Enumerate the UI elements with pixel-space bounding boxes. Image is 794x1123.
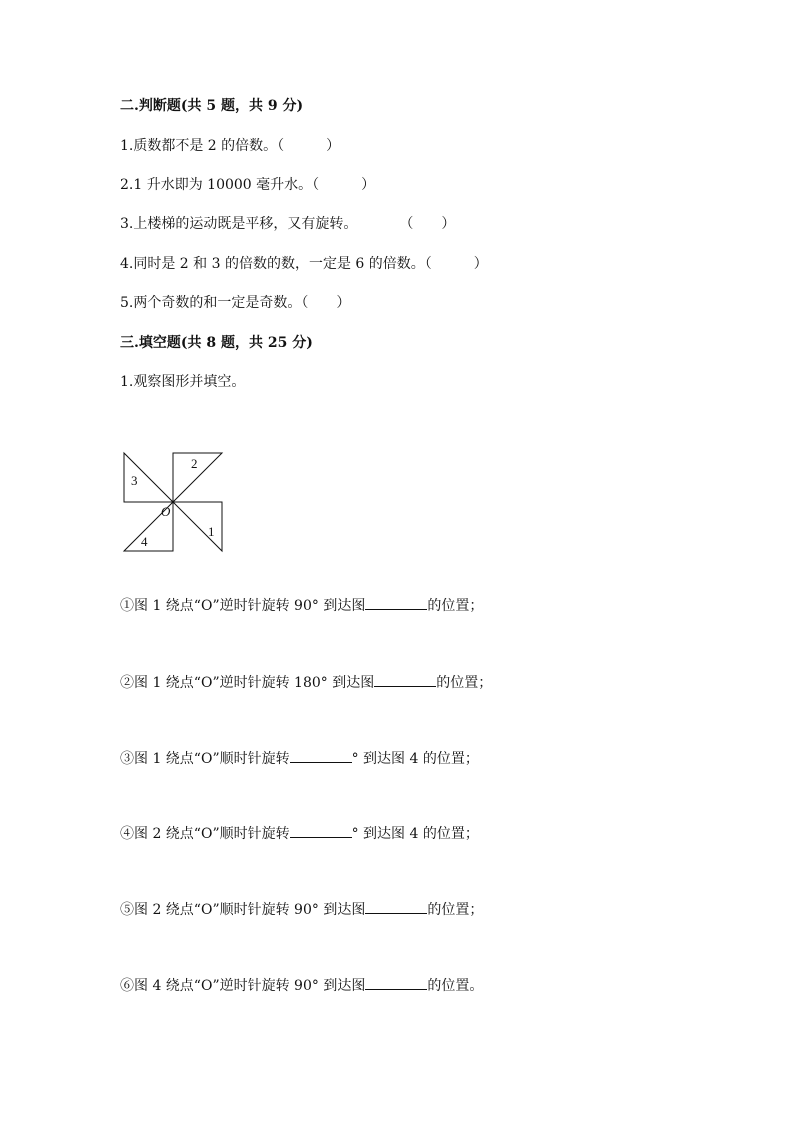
label-2: 2 bbox=[191, 456, 198, 471]
fill-item-2 bbox=[120, 672, 492, 692]
judge-question-5: 5.两个奇数的和一定是奇数。（ ） bbox=[120, 295, 351, 311]
fill-item-5-text: ⑤图 2 绕点“O”顺时针旋转 90° 到达图 bbox=[120, 902, 366, 918]
fill-item-1 bbox=[120, 595, 483, 615]
fill-question-1-intro: 1.观察图形并填空。 bbox=[120, 374, 246, 390]
judge-question-2: 2.1 升水即为 10000 毫升水。（ ） bbox=[120, 177, 376, 193]
label-center-o: O bbox=[161, 504, 171, 519]
pinwheel-diagram bbox=[118, 448, 228, 556]
fill-item-4-tail: ° 到达图 4 的位置； bbox=[351, 826, 479, 842]
triangle-2 bbox=[173, 453, 222, 502]
pinwheel-figure bbox=[118, 448, 228, 556]
fill-item-5 bbox=[120, 899, 483, 919]
fill-item-3 bbox=[120, 748, 479, 768]
judge-question-1: 1.质数都不是 2 的倍数。（ ） bbox=[120, 138, 341, 154]
judge-question-4: 4.同时是 2 和 3 的倍数的数，一定是 6 的倍数。（ ） bbox=[120, 256, 488, 272]
fill-item-6-tail: 的位置。 bbox=[427, 978, 484, 994]
judge-question-3: 3.上楼梯的运动既是平移，又有旋转。 （ ） bbox=[120, 216, 456, 232]
answer-blank-5[interactable] bbox=[365, 899, 427, 914]
fill-item-4 bbox=[120, 823, 479, 843]
fill-item-5-tail: 的位置； bbox=[427, 902, 484, 918]
fill-item-4-text: ④图 2 绕点“O”顺时针旋转 bbox=[120, 826, 290, 842]
fill-item-3-text: ③图 1 绕点“O”顺时针旋转 bbox=[120, 751, 290, 767]
fill-item-3-tail: ° 到达图 4 的位置； bbox=[351, 751, 479, 767]
label-4: 4 bbox=[141, 534, 148, 549]
fill-item-2-text: ②图 1 绕点“O”逆时针旋转 180° 到达图 bbox=[120, 675, 375, 691]
section3-heading: 三.填空题(共 8 题，共 25 分) bbox=[120, 335, 313, 351]
section2-heading: 二.判断题(共 5 题，共 9 分) bbox=[120, 98, 304, 114]
answer-blank-1[interactable] bbox=[365, 595, 427, 610]
answer-blank-6[interactable] bbox=[365, 975, 427, 990]
fill-item-1-text: ①图 1 绕点“O”逆时针旋转 90° 到达图 bbox=[120, 598, 366, 614]
fill-item-1-tail: 的位置； bbox=[427, 598, 484, 614]
label-1: 1 bbox=[208, 524, 215, 539]
fill-item-2-tail: 的位置； bbox=[436, 675, 493, 691]
answer-blank-4[interactable] bbox=[290, 823, 352, 838]
label-3: 3 bbox=[131, 473, 138, 488]
answer-blank-3[interactable] bbox=[290, 748, 352, 763]
triangle-1 bbox=[173, 502, 222, 551]
fill-item-6 bbox=[120, 975, 483, 995]
answer-blank-2[interactable] bbox=[374, 672, 436, 687]
fill-item-6-text: ⑥图 4 绕点“O”逆时针旋转 90° 到达图 bbox=[120, 978, 366, 994]
